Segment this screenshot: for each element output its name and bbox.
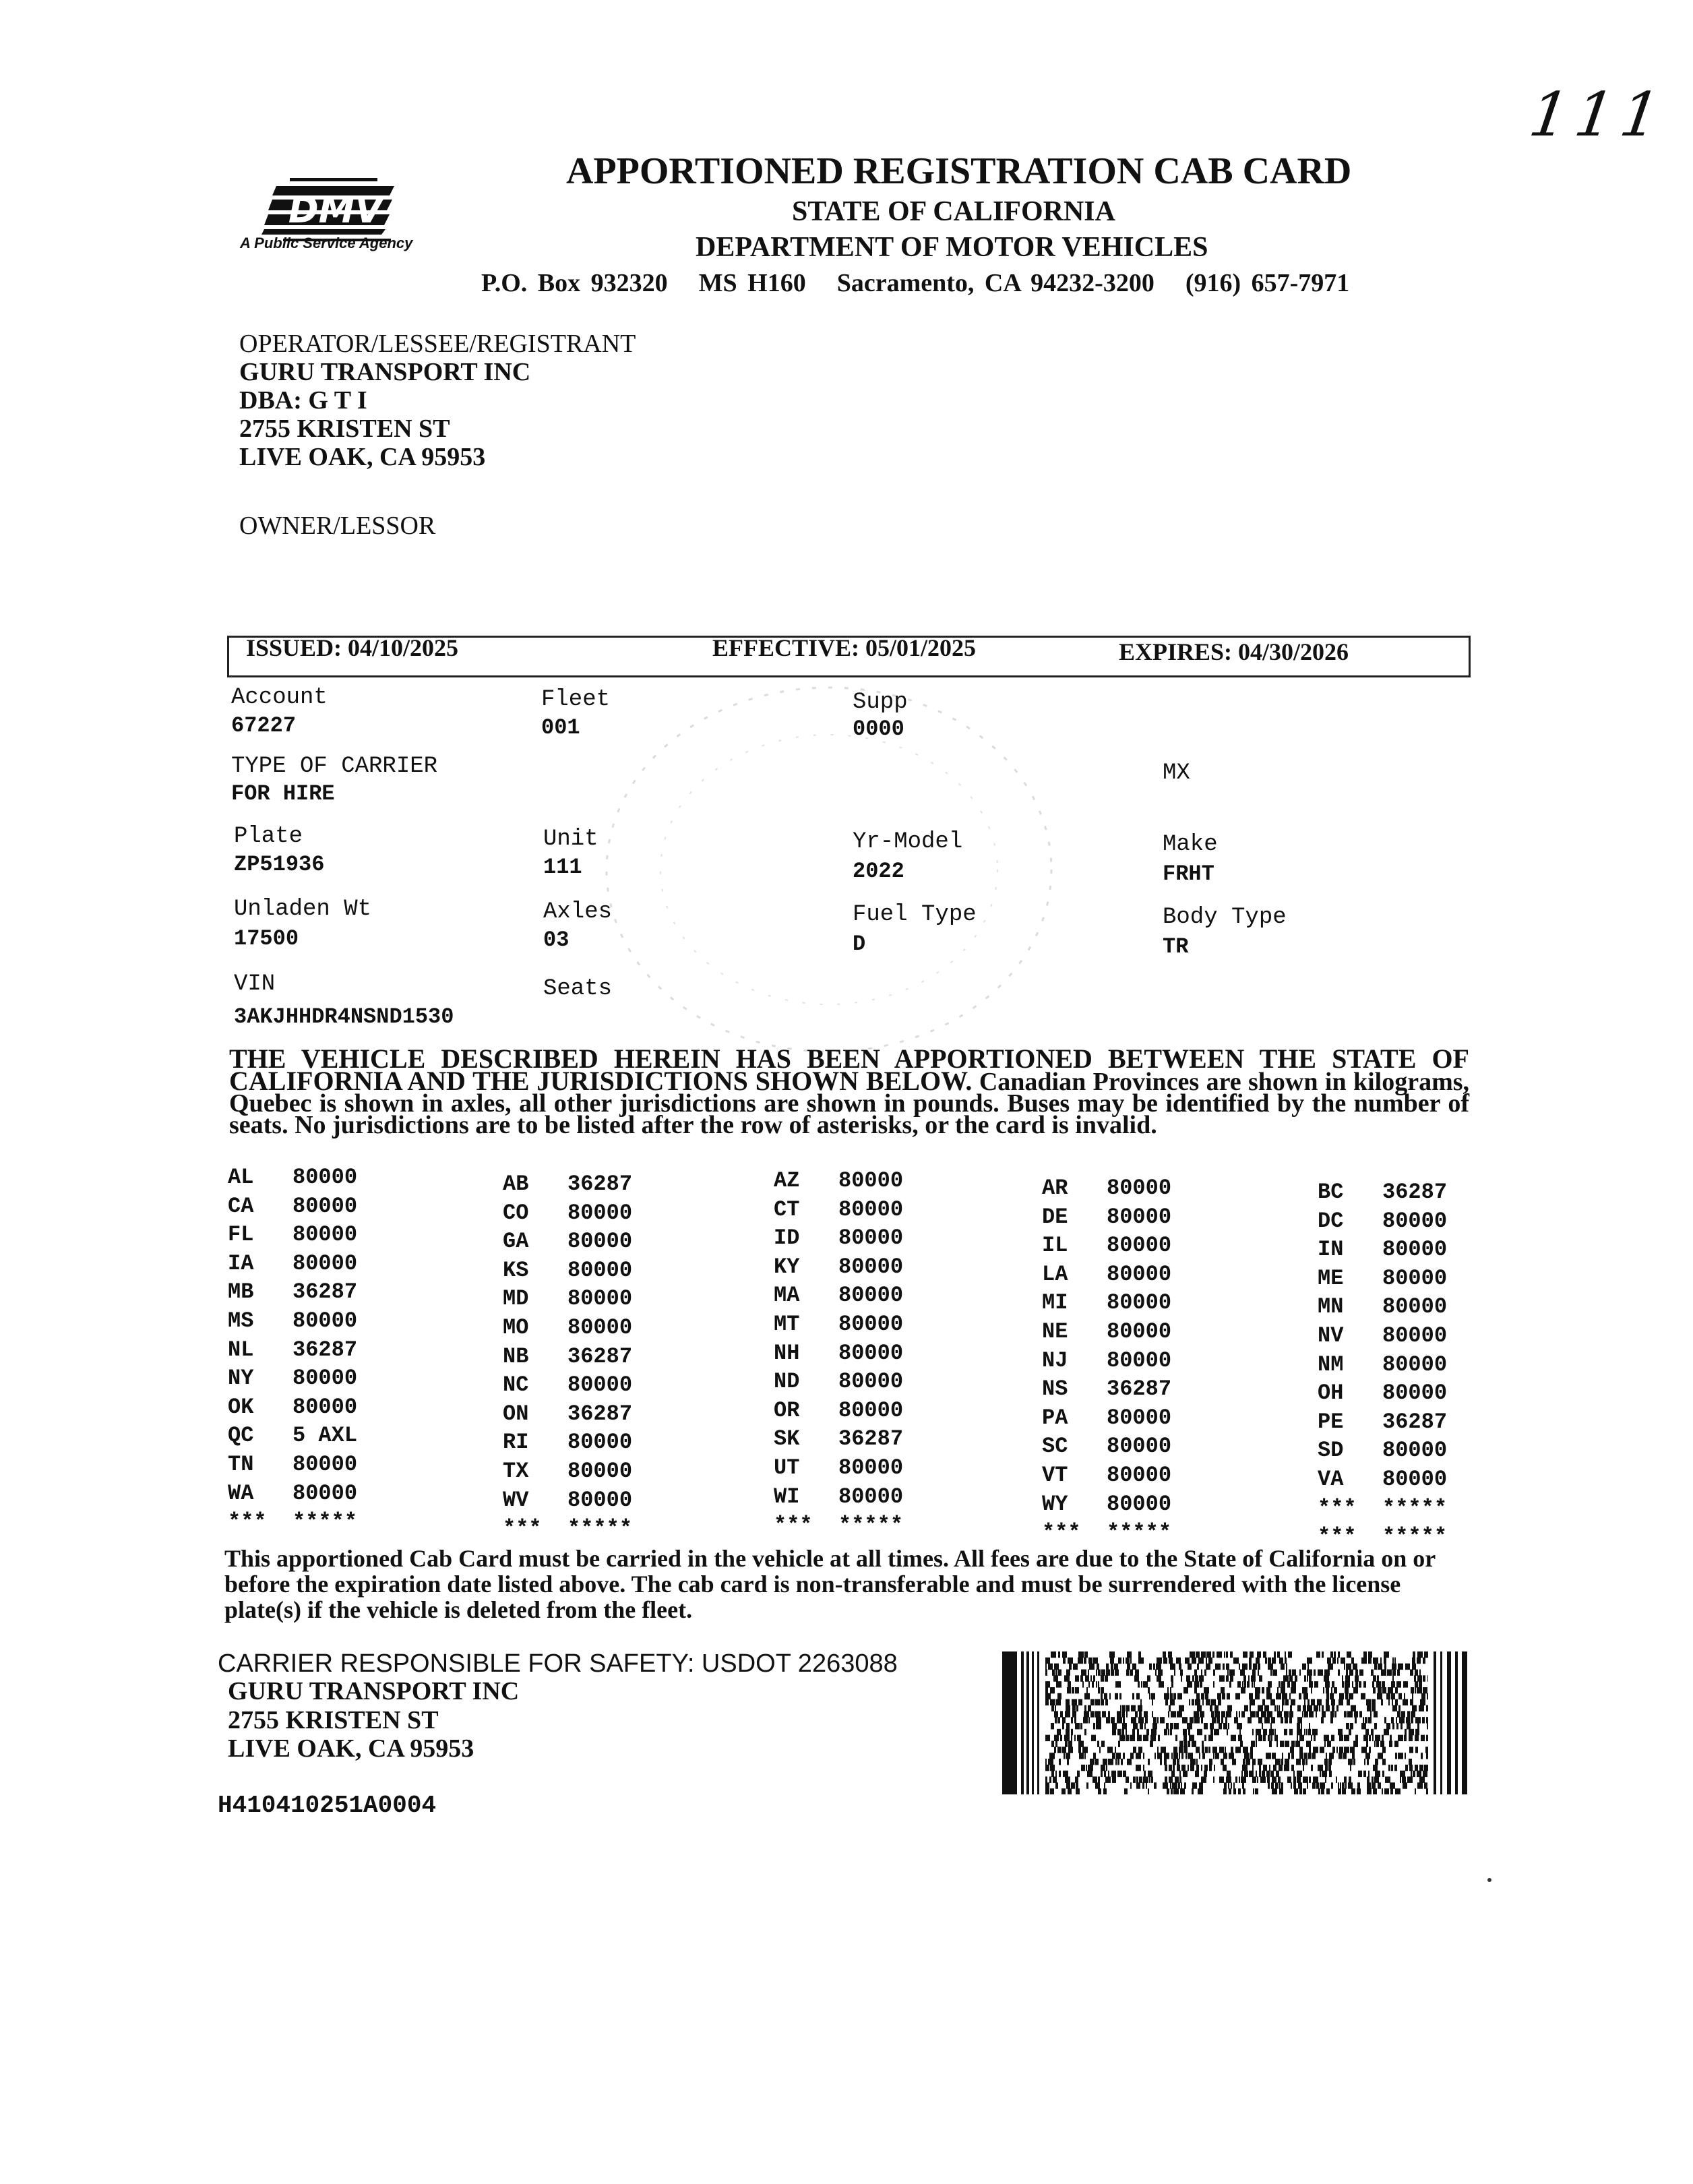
jurisdiction-code: OH: [1318, 1381, 1344, 1406]
carrier-safety-label: CARRIER RESPONSIBLE FOR SAFETY: USDOT 2263088: [218, 1649, 898, 1678]
jurisdiction-code: CA: [228, 1193, 254, 1219]
jurisdiction-code: AL: [228, 1165, 254, 1190]
jurisdiction-entry: [228, 1222, 357, 1247]
jurisdiction-code: ***: [503, 1516, 542, 1542]
jurisdiction-entry: [1318, 1496, 1447, 1521]
jurisdiction-code: PA: [1042, 1405, 1068, 1430]
jurisdiction-weight: 80000: [293, 1394, 358, 1420]
jurisdiction-code: BC: [1318, 1180, 1344, 1205]
operator-dba: DBA: G T I: [239, 386, 367, 415]
jurisdiction-code: KY: [774, 1254, 800, 1279]
operator-street: 2755 KRISTEN ST: [239, 415, 450, 443]
jurisdiction-weight: 80000: [1107, 1204, 1172, 1230]
jurisdiction-entry: [1318, 1381, 1447, 1405]
jurisdiction-code: MI: [1042, 1290, 1068, 1316]
jurisdiction-entry: [503, 1172, 632, 1196]
account-value: 67227: [231, 713, 297, 738]
jurisdiction-code: NL: [228, 1337, 254, 1362]
jurisdiction-weight: 80000: [1107, 1319, 1172, 1344]
jurisdiction-code: WA: [228, 1480, 254, 1506]
jurisdiction-weight: 36287: [1107, 1376, 1172, 1402]
jurisdiction-weight: 36287: [567, 1172, 633, 1196]
jurisdiction-weight: 80000: [293, 1452, 358, 1477]
vin-label: VIN: [234, 971, 276, 997]
jurisdiction-entry: [228, 1279, 357, 1304]
jurisdiction-entry: [1318, 1237, 1447, 1262]
jurisdiction-weight: 80000: [567, 1372, 633, 1398]
jurisdiction-entry: [1318, 1294, 1447, 1319]
owner-label: OWNER/LESSOR: [239, 512, 436, 540]
jurisdiction-entry: [1318, 1323, 1447, 1348]
jurisdiction-entry: [1042, 1492, 1171, 1517]
jurisdiction-weight: 36287: [567, 1401, 633, 1426]
jurisdiction-entry: [1042, 1348, 1171, 1373]
jurisdiction-code: NM: [1318, 1352, 1344, 1377]
jurisdiction-code: FL: [228, 1222, 254, 1248]
notice-lead: THE VEHICLE DESCRIBED HEREIN HAS BEEN APPORTIONED BETWEEN THE STATE OF CALIFORNIA AND THE JURISDICTIONS SHOWN BELOW.: [229, 1043, 1469, 1096]
plate-label: Plate: [234, 824, 303, 849]
jurisdiction-code: NS: [1042, 1376, 1068, 1402]
jurisdiction-weight: 80000: [1107, 1261, 1172, 1287]
jurisdiction-entry: [774, 1197, 903, 1222]
jurisdiction-code: ***: [1318, 1495, 1357, 1521]
jurisdiction-code: SD: [1318, 1438, 1344, 1463]
jurisdiction-entry: [228, 1308, 357, 1333]
jurisdiction-weight: 36287: [293, 1279, 358, 1305]
jurisdiction-weight: *****: [838, 1513, 904, 1538]
jurisdiction-entry: [1318, 1209, 1447, 1234]
jurisdiction-entry: [228, 1165, 357, 1190]
jurisdiction-weight: 80000: [293, 1366, 358, 1391]
jurisdiction-entry: [503, 1286, 632, 1311]
jurisdiction-entry: [774, 1369, 903, 1394]
jurisdiction-entry: [1042, 1205, 1171, 1230]
jurisdiction-entry: [774, 1168, 903, 1193]
jurisdiction-weight: 80000: [293, 1480, 358, 1506]
jurisdiction-code: WY: [1042, 1491, 1068, 1517]
jurisdiction-weight: 80000: [293, 1308, 358, 1333]
jurisdiction-entry: [1318, 1352, 1447, 1377]
jurisdiction-code: VT: [1042, 1463, 1068, 1488]
jurisdiction-entry: [774, 1484, 903, 1509]
jurisdiction-weight: 80000: [1382, 1265, 1448, 1291]
operator-name: GURU TRANSPORT INC: [239, 358, 531, 386]
jurisdiction-weight: 80000: [567, 1229, 633, 1254]
handwritten-note: 111: [1525, 80, 1671, 150]
faint-seal-stamp: [553, 667, 1105, 1099]
jurisdiction-weight: 80000: [1107, 1347, 1172, 1373]
unit-value: 111: [543, 855, 582, 880]
jurisdiction-weight: 80000: [838, 1283, 904, 1308]
jurisdiction-code: ON: [503, 1401, 529, 1426]
jurisdiction-code: ***: [1042, 1520, 1081, 1546]
jurisdiction-code: TN: [228, 1452, 254, 1477]
cab-card-instructions: This apportioned Cab Card must be carried in the vehicle at all times. All fees are due to the State of California on or before the expiration date listed above. The cab card is non-transferable and must be surrendered with the license plate(s) if the vehicle is deleted from the fleet.: [224, 1545, 1436, 1623]
jurisdiction-entry: [774, 1426, 903, 1451]
jurisdiction-entry: [503, 1459, 632, 1484]
jurisdiction-code: NE: [1042, 1319, 1068, 1344]
jurisdiction-entry: [228, 1423, 357, 1448]
jurisdiction-code: DC: [1318, 1208, 1344, 1234]
supp-label: Supp: [853, 690, 908, 715]
jurisdiction-entry: [503, 1344, 632, 1369]
jurisdiction-entry: [503, 1430, 632, 1455]
jurisdiction-entry: [503, 1401, 632, 1426]
jurisdiction-weight: *****: [1107, 1520, 1172, 1546]
jurisdiction-code: WV: [503, 1487, 529, 1513]
jurisdiction-entry: [1318, 1409, 1447, 1434]
jurisdiction-entry: [228, 1366, 357, 1391]
jurisdiction-weight: 80000: [1107, 1176, 1172, 1201]
jurisdiction-weight: 80000: [1382, 1467, 1448, 1492]
jurisdiction-entry: [1042, 1376, 1171, 1401]
jurisdiction-code: IA: [228, 1250, 254, 1276]
jurisdiction-weight: 80000: [838, 1484, 904, 1509]
department-name: DEPARTMENT OF MOTOR VEHICLES: [696, 232, 1208, 263]
scan-speck: [1487, 1878, 1491, 1882]
jurisdiction-entry: [228, 1194, 357, 1219]
jurisdiction-entry: [503, 1372, 632, 1397]
dmv-logo-text: DMV: [288, 189, 383, 231]
jurisdiction-code: NH: [774, 1340, 800, 1366]
jurisdiction-weight: 5 AXL: [293, 1423, 358, 1449]
jurisdiction-weight: 80000: [293, 1250, 358, 1276]
jurisdiction-code: OR: [774, 1397, 800, 1423]
jurisdiction-weight: *****: [1382, 1495, 1448, 1521]
jurisdiction-entry: [228, 1509, 357, 1534]
operator-city: LIVE OAK, CA 95953: [239, 443, 486, 471]
jurisdiction-weight: 80000: [293, 1165, 358, 1190]
yr-model-label: Yr-Model: [853, 829, 963, 855]
jurisdiction-weight: 80000: [567, 1315, 633, 1340]
jurisdiction-weight: 80000: [838, 1369, 904, 1395]
jurisdiction-weight: 80000: [1107, 1463, 1172, 1488]
jurisdiction-code: QC: [228, 1423, 254, 1449]
jurisdiction-entry: [774, 1312, 903, 1337]
jurisdiction-weight: 80000: [1107, 1405, 1172, 1430]
carrier-street: 2755 KRISTEN ST: [228, 1706, 439, 1734]
jurisdiction-weight: 80000: [1382, 1323, 1448, 1348]
jurisdiction-code: RI: [503, 1430, 529, 1455]
fleet-label: Fleet: [541, 687, 611, 712]
jurisdiction-entry: [503, 1201, 632, 1225]
effective-date: EFFECTIVE: 05/01/2025: [712, 634, 977, 661]
jurisdiction-code: VA: [1318, 1467, 1344, 1492]
jurisdiction-weight: 80000: [1382, 1294, 1448, 1320]
jurisdiction-entry: [774, 1455, 903, 1480]
jurisdiction-code: AR: [1042, 1176, 1068, 1201]
jurisdiction-weight: 80000: [838, 1397, 904, 1423]
axles-label: Axles: [543, 899, 613, 925]
jurisdiction-code: NC: [503, 1372, 529, 1398]
jurisdiction-code: MA: [774, 1283, 800, 1308]
carrier-name: GURU TRANSPORT INC: [228, 1677, 520, 1705]
jurisdiction-code: AZ: [774, 1168, 800, 1193]
department-city: Sacramento, CA 94232-3200: [836, 269, 1155, 297]
jurisdiction-code: MO: [503, 1315, 529, 1340]
jurisdiction-code: SK: [774, 1426, 800, 1452]
expiration-date: EXPIRES: 04/30/2026: [1119, 638, 1349, 665]
jurisdiction-entry: [1318, 1180, 1447, 1205]
unladen-wt-value: 17500: [234, 926, 299, 951]
po-box: P.O. Box 932320: [481, 269, 668, 297]
jurisdiction-weight: 80000: [838, 1455, 904, 1480]
jurisdiction-weight: 80000: [1382, 1381, 1448, 1406]
jurisdiction-weight: 80000: [293, 1222, 358, 1248]
jurisdiction-code: LA: [1042, 1261, 1068, 1287]
jurisdiction-entry: [774, 1283, 903, 1308]
jurisdiction-code: CO: [503, 1200, 529, 1225]
jurisdiction-code: GA: [503, 1229, 529, 1254]
jurisdiction-code: MS: [228, 1308, 254, 1333]
jurisdiction-entry: [1042, 1463, 1171, 1488]
pdf417-barcode: [1002, 1651, 1467, 1794]
jurisdiction-code: ***: [228, 1509, 267, 1535]
jurisdiction-entry: [1042, 1176, 1171, 1201]
jurisdiction-entry: [774, 1225, 903, 1250]
jurisdiction-weight: 36287: [1382, 1409, 1448, 1434]
jurisdiction-code: NB: [503, 1343, 529, 1369]
jurisdiction-weight: 80000: [1382, 1237, 1448, 1263]
unladen-wt-label: Unladen Wt: [234, 897, 372, 922]
account-label: Account: [231, 685, 328, 710]
jurisdiction-weight: 80000: [838, 1225, 904, 1251]
jurisdiction-entry: [228, 1337, 357, 1362]
jurisdiction-weight: 80000: [838, 1340, 904, 1366]
jurisdiction-weight: 80000: [567, 1430, 633, 1455]
jurisdiction-entry: [1318, 1266, 1447, 1291]
fuel-type-label: Fuel Type: [853, 902, 977, 928]
jurisdiction-entry: [1042, 1520, 1171, 1545]
apportionment-notice: [229, 1043, 1470, 1139]
jurisdiction-code: ID: [774, 1225, 800, 1251]
jurisdiction-entry: [1042, 1434, 1171, 1459]
jurisdiction-code: WI: [774, 1484, 800, 1509]
jurisdiction-weight: 80000: [838, 1254, 904, 1279]
jurisdiction-entry: [774, 1513, 903, 1538]
jurisdiction-code: ***: [774, 1513, 813, 1538]
jurisdiction-weight: 80000: [567, 1286, 633, 1312]
jurisdiction-weight: 80000: [1107, 1434, 1172, 1459]
jurisdiction-entry: [1042, 1290, 1171, 1315]
jurisdiction-weight: 80000: [567, 1257, 633, 1283]
carrier-city: LIVE OAK, CA 95953: [228, 1734, 474, 1763]
jurisdiction-code: IL: [1042, 1233, 1068, 1258]
department-address: [481, 268, 1349, 298]
jurisdiction-entry: [503, 1258, 632, 1283]
jurisdiction-weight: 80000: [838, 1168, 904, 1193]
carrier-type-label: TYPE OF CARRIER: [231, 754, 438, 779]
jurisdiction-weight: 80000: [1382, 1208, 1448, 1234]
jurisdiction-code: ME: [1318, 1265, 1344, 1291]
jurisdiction-code: NV: [1318, 1323, 1344, 1348]
body-type-label: Body Type: [1163, 905, 1287, 930]
document-id: H410410251A0004: [218, 1792, 437, 1819]
jurisdiction-code: TX: [503, 1459, 529, 1484]
jurisdiction-weight: 80000: [1382, 1438, 1448, 1463]
jurisdiction-entry: [1318, 1467, 1447, 1492]
jurisdiction-code: UT: [774, 1455, 800, 1480]
jurisdiction-code: MT: [774, 1312, 800, 1337]
jurisdiction-entry: [1042, 1319, 1171, 1344]
jurisdiction-code: MN: [1318, 1294, 1344, 1320]
supp-value: 0000: [853, 717, 904, 741]
jurisdiction-weight: 80000: [838, 1196, 904, 1222]
agency-tagline: A Public Service Agency: [240, 235, 413, 251]
jurisdiction-entry: [1042, 1233, 1171, 1258]
jurisdiction-code: CT: [774, 1196, 800, 1222]
jurisdiction-code: PE: [1318, 1409, 1344, 1434]
jurisdiction-weight: 80000: [567, 1487, 633, 1513]
jurisdiction-code: ***: [1318, 1524, 1357, 1550]
jurisdiction-code: SC: [1042, 1434, 1068, 1459]
make-label: Make: [1163, 832, 1218, 857]
jurisdiction-entry: [1318, 1438, 1447, 1463]
jurisdiction-code: NY: [228, 1366, 254, 1391]
jurisdiction-code: ND: [774, 1369, 800, 1395]
jurisdiction-weight: *****: [567, 1516, 633, 1542]
jurisdiction-weight: 80000: [1107, 1491, 1172, 1517]
jurisdiction-entry: [228, 1251, 357, 1276]
jurisdiction-code: OK: [228, 1394, 254, 1420]
vin-value: 3AKJHHDR4NSND1530: [234, 1004, 454, 1029]
jurisdiction-weight: 36287: [293, 1337, 358, 1362]
make-value: FRHT: [1163, 861, 1214, 886]
jurisdiction-entry: [228, 1481, 357, 1506]
notice-rest: Canadian Provinces are shown in kilograms, Quebec is shown in axles, all other jurisdictions are shown in pounds. Buses may be identified by the number of seats. No jurisdictions are to be listed after the row of asterisks, or the card is invalid.: [229, 1068, 1470, 1139]
carrier-type-value: FOR HIRE: [231, 781, 335, 806]
state-name: STATE OF CALIFORNIA: [792, 196, 1115, 227]
unit-label: Unit: [543, 826, 598, 852]
jurisdiction-entry: [774, 1398, 903, 1423]
jurisdiction-entry: [1042, 1262, 1171, 1287]
jurisdiction-code: NJ: [1042, 1347, 1068, 1373]
axles-value: 03: [543, 928, 570, 952]
jurisdiction-entry: [774, 1254, 903, 1279]
jurisdiction-code: MD: [503, 1286, 529, 1312]
jurisdiction-entry: [503, 1229, 632, 1254]
jurisdiction-entry: [503, 1516, 632, 1541]
mx-label: MX: [1163, 760, 1190, 786]
jurisdiction-code: IN: [1318, 1237, 1344, 1263]
jurisdiction-entry: [774, 1341, 903, 1366]
mail-stop: MS H160: [698, 269, 806, 297]
jurisdiction-code: DE: [1042, 1204, 1068, 1230]
jurisdiction-entry: [503, 1488, 632, 1513]
jurisdiction-entry: [503, 1315, 632, 1340]
jurisdiction-weight: 80000: [838, 1312, 904, 1337]
jurisdiction-weight: 36287: [838, 1426, 904, 1452]
jurisdiction-weight: 80000: [567, 1200, 633, 1225]
seats-label: Seats: [543, 976, 613, 1002]
jurisdiction-code: MB: [228, 1279, 254, 1305]
fuel-type-value: D: [853, 932, 866, 957]
jurisdiction-code: AB: [503, 1172, 529, 1196]
department-phone: (916) 657-7971: [1185, 269, 1350, 297]
jurisdiction-weight: 36287: [1382, 1180, 1448, 1205]
jurisdiction-weight: 36287: [567, 1343, 633, 1369]
jurisdiction-entry: [1042, 1405, 1171, 1430]
jurisdiction-weight: 80000: [567, 1459, 633, 1484]
issued-date: ISSUED: 04/10/2025: [246, 634, 459, 661]
jurisdiction-code: KS: [503, 1257, 529, 1283]
jurisdiction-weight: 80000: [1107, 1233, 1172, 1258]
jurisdiction-weight: 80000: [1382, 1352, 1448, 1377]
jurisdiction-weight: 80000: [1107, 1290, 1172, 1316]
jurisdiction-weight: *****: [1382, 1524, 1448, 1550]
jurisdiction-entry: [228, 1452, 357, 1477]
plate-value: ZP51936: [234, 852, 325, 877]
jurisdiction-weight: 80000: [293, 1193, 358, 1219]
operator-label: OPERATOR/LESSEE/REGISTRANT: [239, 330, 636, 358]
yr-model-value: 2022: [853, 859, 904, 884]
body-type-value: TR: [1163, 934, 1189, 959]
jurisdiction-entry: [228, 1395, 357, 1420]
page-title: APPORTIONED REGISTRATION CAB CARD: [566, 150, 1352, 192]
jurisdiction-weight: *****: [293, 1509, 358, 1535]
fleet-value: 001: [541, 715, 580, 740]
